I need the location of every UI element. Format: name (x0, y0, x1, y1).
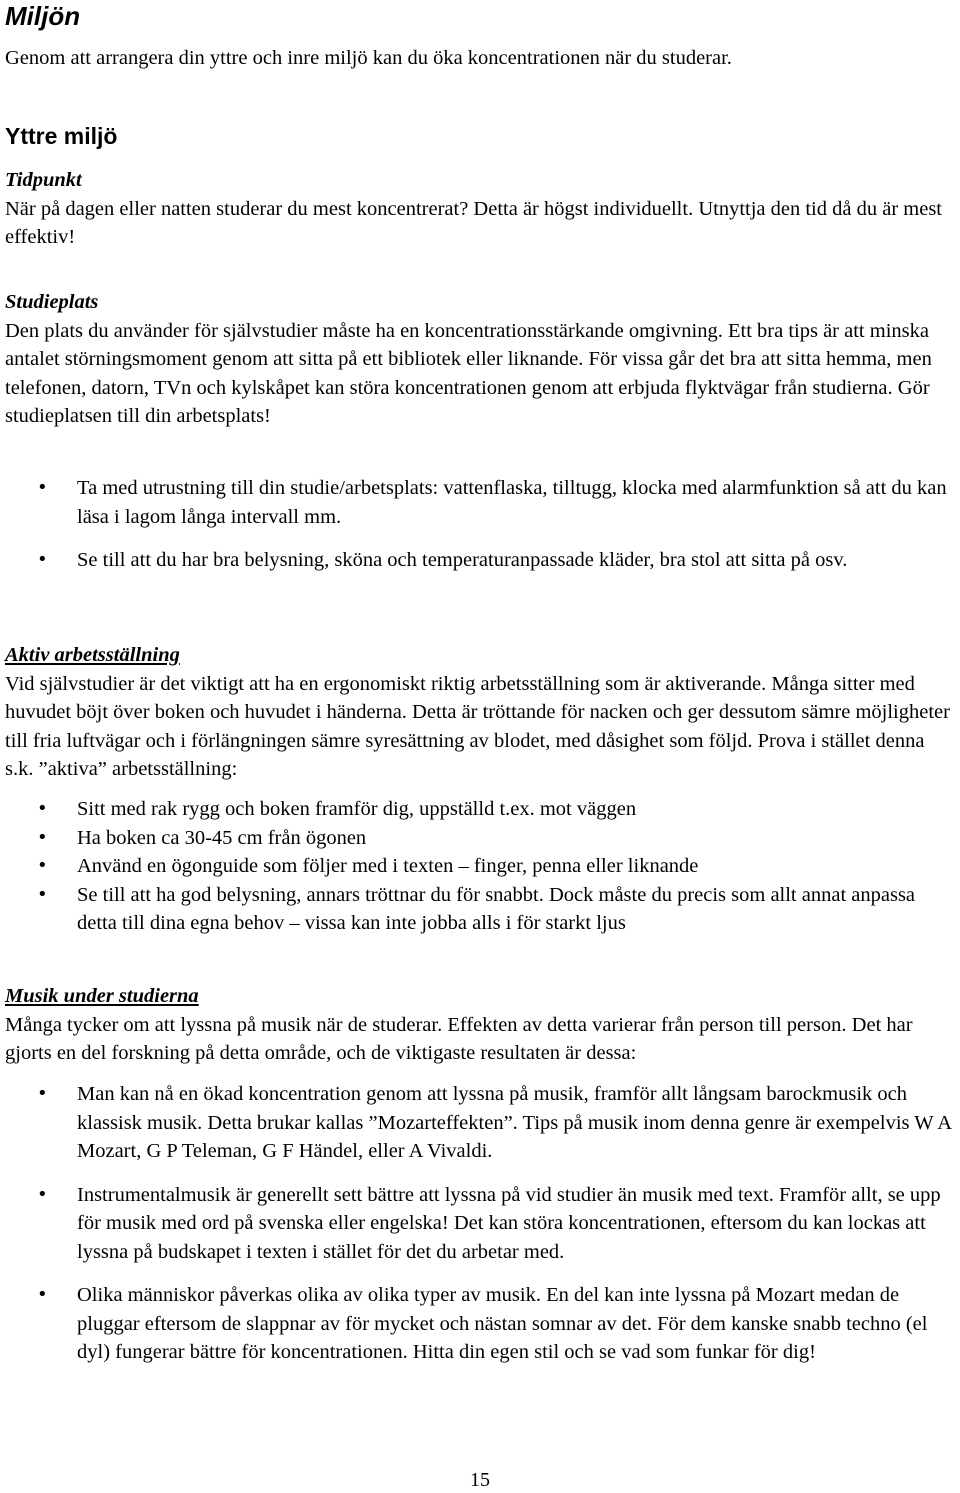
list-item: • Se till att ha god belysning, annars tröttnar du för snabbt. Dock måste du precis som allt annat anpassa detta till dina egna behov – vissa kan inte jobba alls i för starkt ljus (5, 881, 955, 938)
list-item: • Instrumentalmusik är generellt sett bättre att lyssna på vid studier än musik med text. Framför allt, se upp för musik med ord på svenska eller engelska! Det kan störa koncentrationen, eftersom du kan lockas att lyssna på budskapet i texten i stället för det du arbetar med. (5, 1181, 955, 1267)
list-item: • Olika människor påverkas olika av olika typer av musik. En del kan inte lyssna på Mozart medan de pluggar eftersom de slappnar av för mycket och nästan somnar av det. För dem kanske snabb techno (el dyl) fungerar bättre för koncentrationen. Hitta din egen stil och se vad som funkar för dig! (5, 1281, 955, 1367)
arbetsstallning-heading: Aktiv arbetsställning (5, 644, 180, 666)
list-item: • Ta med utrustning till din studie/arbetsplats: vattenflaska, tilltugg, klocka med alarmfunktion så att du kan läsa i lagom långa intervall mm. (5, 474, 955, 531)
musik-text: Många tycker om att lyssna på musik när de studerar. Effekten av detta varierar från person till person. Det har gjorts en del forskning på detta område, och de viktigaste resultaten är dessa: (5, 1013, 913, 1064)
musik-list (5, 1080, 955, 1367)
studieplats-text: Den plats du använder för självstudier måste ha en koncentrationsstärkande omgivning. Ett bra tips är att minska antalet störningsmoment genom att sitta på ett bibliotek eller liknande. För vissa går det bra att sitta hemma, men telefonen, datorn, TVn och kylskåpet kan störa koncentrationen genom att erbjuda flyktvägar från studierna. Gör studieplatsen till din arbetsplats! (5, 319, 932, 427)
list-item: • Man kan nå en ökad koncentration genom att lyssna på musik, framför allt långsam barockmusik och klassisk musik. Detta brukar kallas ”Mozarteffekten”. Tips på musik inom denna genre är exempelvis W A Mozart, G P Teleman, G F Händel, eller A Vivaldi. (5, 1080, 955, 1166)
section-heading: Yttre miljö (5, 123, 118, 149)
list-item: • Se till att du har bra belysning, sköna och temperaturanpassade kläder, bra stol att sitta på osv. (5, 546, 955, 575)
arbetsstallning-section (5, 641, 955, 784)
list-item: • Använd en ögonguide som följer med i texten – finger, penna eller liknande (5, 852, 955, 881)
tidpunkt-section (5, 166, 955, 252)
studieplats-section (5, 288, 955, 431)
list-item: • Ha boken ca 30-45 cm från ögonen (5, 824, 955, 853)
studieplats-list (5, 474, 955, 575)
page-number: 15 (470, 1469, 490, 1491)
musik-heading: Musik under studierna (5, 985, 199, 1007)
list-item: • Sitt med rak rygg och boken framför dig, uppställd t.ex. mot väggen (5, 795, 955, 824)
studieplats-heading: Studieplats (5, 291, 99, 313)
document-page (5, 0, 955, 1363)
page-title: Miljön (5, 1, 81, 31)
musik-section (5, 982, 955, 1068)
arbetsstallning-list (5, 795, 955, 938)
arbetsstallning-text: Vid självstudier är det viktigt att ha en ergonomiskt riktig arbetsställning som är aktiverande. Många sitter med huvudet böjt över boken och huvudet i händerna. Detta är tröttande för nacken och ger dessutom sämre möjligheter till fria luftvägar och i förlängningen sämre syresättning av blodet, med dåsighet som följd. Prova i stället denna s.k. ”aktiva” arbetsställning: (5, 672, 950, 780)
tidpunkt-heading: Tidpunkt (5, 169, 82, 191)
tidpunkt-text: När på dagen eller natten studerar du mest koncentrerat? Detta är högst individuellt. Utnyttja den tid då du är mest effektiv! (5, 197, 942, 248)
intro-paragraph: Genom att arrangera din yttre och inre miljö kan du öka koncentrationen när du studerar. (5, 47, 732, 69)
